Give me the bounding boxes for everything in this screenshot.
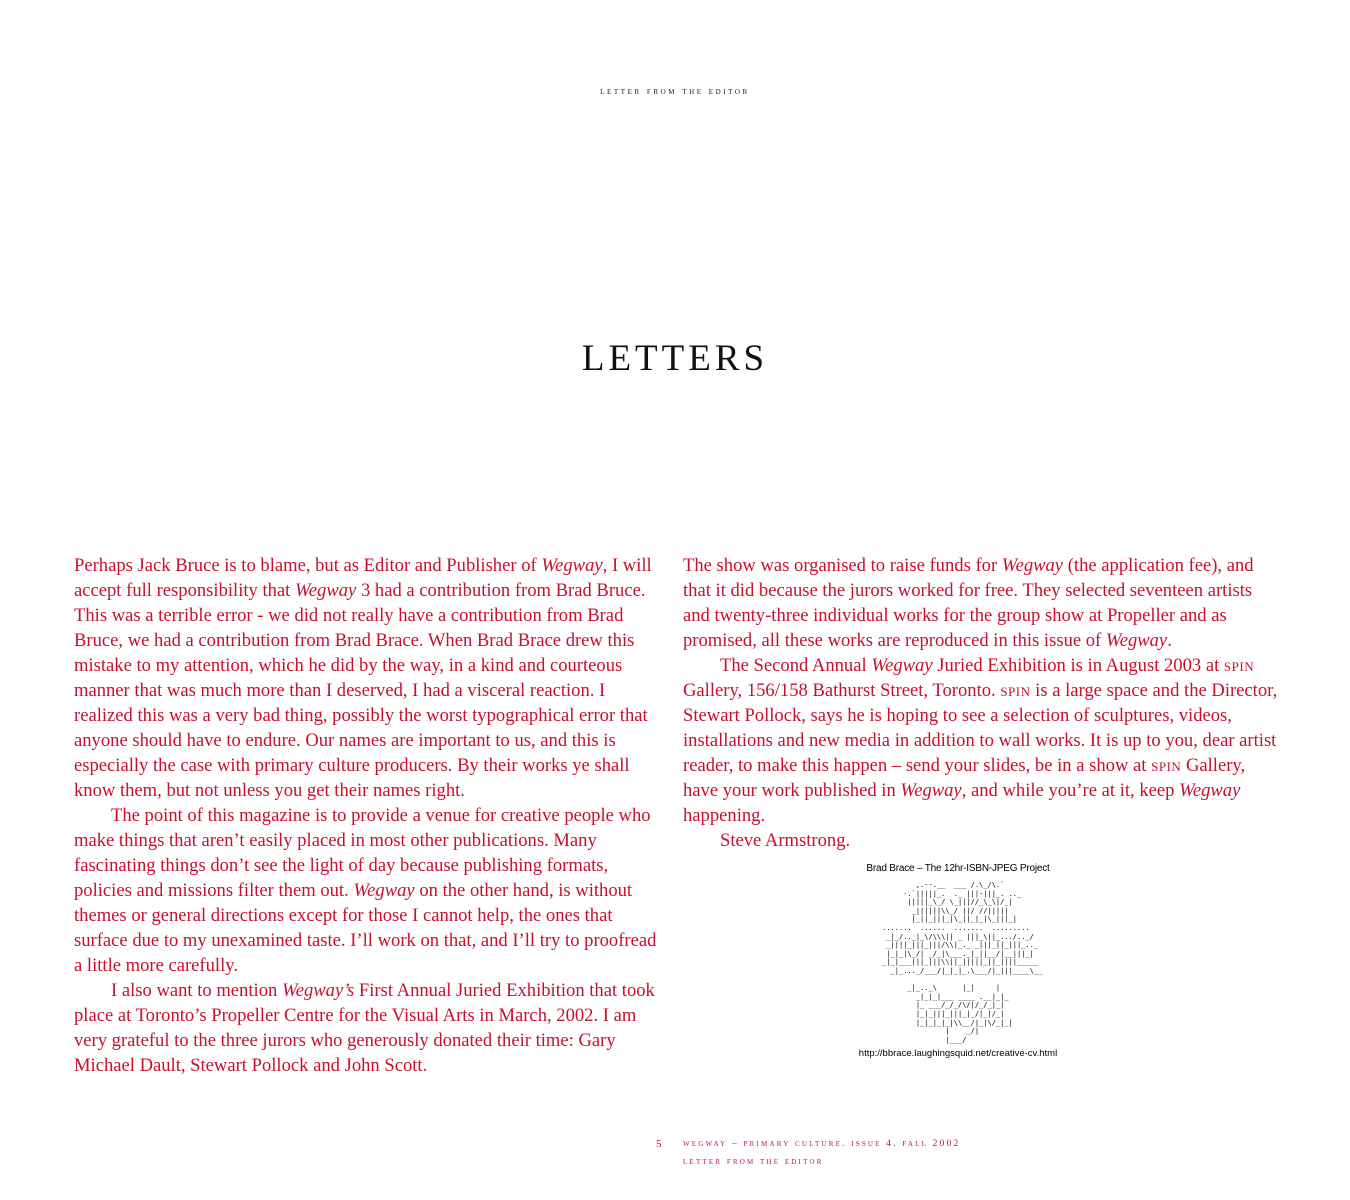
magazine-name: Wegway [1179, 780, 1241, 801]
gallery-name: spin [1223, 655, 1255, 676]
text-run: , and while you’re at it, keep [961, 780, 1180, 801]
page-title: LETTERS [581, 337, 769, 379]
text-run: The Second Annual [720, 655, 872, 676]
paragraph-1 [74, 553, 664, 803]
magazine-name: Wegway [1001, 555, 1064, 576]
magazine-name: Wegway’s [281, 980, 355, 1001]
magazine-name: Wegway [541, 555, 603, 576]
text-run: I also want to mention [111, 980, 282, 1001]
magazine-name: Wegway [900, 780, 962, 801]
text-run: Perhaps Jack Bruce is to blame, but as Editor and Publisher of [74, 555, 542, 576]
text-run: 3 had a contribution from Brad Bruce. This was a terrible error - we did not really have a contribution from Brad Bruce, we had a contribution from Brad Brace. When Brad Brace drew this mistake to my attention, which he did by the way, in a kind and courteous manner that was much more than I deserved, I had a visceral reaction. I realized this was a very bad thing, possibly the worst typographical error that anyone should have to endure. Our names are important to us, and this is especially the case with primary culture producers. By their works ye shall know them, but not unless you get their names right. [74, 580, 648, 801]
paragraph-3 [74, 978, 664, 1078]
magazine-name: Wegway [871, 655, 933, 676]
text-run: Juried Exhibition is in August 2003 at [932, 655, 1224, 676]
text-run: happening. [683, 805, 766, 826]
paragraph-4 [683, 553, 1278, 653]
artwork-url: http://bbrace.laughingsquid.net/creative-cv.html [858, 1048, 1058, 1060]
text-run: , I will accept full responsibility that [74, 555, 652, 601]
gallery-name: spin [1151, 755, 1182, 776]
signature: Steve Armstrong. [720, 830, 851, 851]
magazine-name: Wegway [295, 580, 357, 601]
text-run: The show was organised to raise funds for [683, 555, 1002, 576]
left-column [74, 553, 664, 1078]
text-run: on the other hand, is without themes or general directions except for those I cannot help, the ones that surface due to my unexamined taste. I’ll work on that, and I’ll try to proofread a little more carefully. [74, 880, 657, 976]
text-run: (the application fee), and that it did because the jurors worked for free. They selected seventeen artists and twenty-three individual works for the group show at Propeller and as promised, all these works are reproduced in this issue of [683, 555, 1254, 651]
running-head: letter from the editor [600, 86, 750, 97]
gallery-name: spin [1000, 680, 1031, 701]
ascii-art-image: ,.--.__ ___ /.\_/\.` -.`|||||_. ._ |||-|||_. .._ |||||_\_/ \_|||//_\_\|/_| _||||||\\_/ ||/ //||||| |_||_|||_|\_||_|_|\_|||_| ....... ...... ....... ......... _|_/.._|_\/\\\|| _ |||_\||_.../.._/ _||||_|||_|||/\\|_._ _|||_||_|||_.._ |_|_|\_/| _/_|\___._|_||__/|__|||_| _|_|___|||_|||\\||_|||||_||_||||_____ _|_..._/___/|_|_|_.\___/|_|||____\__ _|_.._\ |_| | _|_|_|___ ____ .__|_|_ |_ ___/_/_/\/|/_/_|_| |_|_|||_|||_|_/|_|/_| |_|_|_|_|\\__/|_|\/_|_| | _/| |___/ [882, 881, 1043, 1044]
magazine-name: Wegway [1105, 630, 1168, 651]
ascii-artwork [818, 863, 1098, 1060]
text-run: Gallery, have your work published in [683, 755, 1246, 801]
right-column [683, 553, 1278, 853]
text-run: The point of this magazine is to provide a venue for creative people who make things that aren’t easily placed in most other publications. Many fascinating things don’t see the light of day because publishing formats, policies and missions filter them out. [74, 805, 651, 901]
text-run: is a large space and the Director, Stewart Pollock, says he is hoping to see a selection of sculptures, videos, installations and new media in addition to wall works. It is up to you, dear artist reader, to make this happen – send your slides, be in a show at [683, 680, 1278, 776]
page-number: 5 [656, 1138, 662, 1150]
footer-issue-line: wegway – primary culture. issue 4. fall 2002 [683, 1139, 961, 1149]
footer-section-line: letter from the editor [683, 1157, 824, 1167]
text-run: . [1167, 630, 1172, 651]
text-run: Gallery, 156/158 Bathurst Street, Toronto. [683, 680, 1001, 701]
paragraph-2 [74, 803, 664, 978]
paragraph-5 [683, 653, 1278, 828]
magazine-name: Wegway [353, 880, 415, 901]
text-run: First Annual Juried Exhibition that took place at Toronto’s Propeller Centre for the Visual Arts in March, 2002. I am very grateful to the three jurors who generously donated their time: Gary Michael Dault, Stewart Pollock and John Scott. [74, 980, 655, 1076]
artwork-caption: Brad Brace – The 12hr-ISBN-JPEG Project [866, 863, 1050, 874]
